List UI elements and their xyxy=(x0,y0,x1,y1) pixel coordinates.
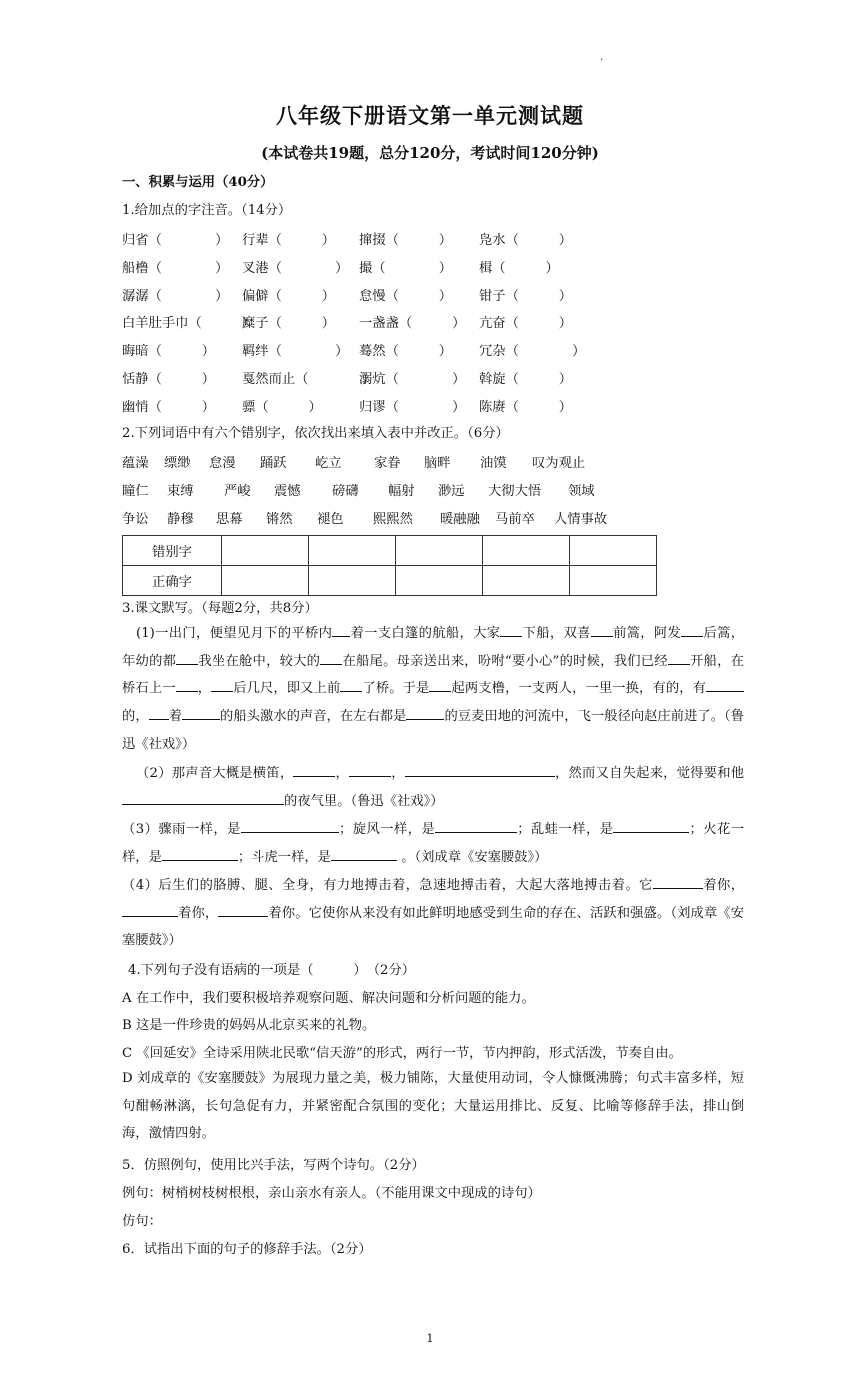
word-item: 踊跃 xyxy=(260,456,287,471)
blank[interactable] xyxy=(668,650,690,665)
q1-row xyxy=(122,285,742,305)
pinyin-item[interactable]: 溺炕（ ） xyxy=(359,372,466,387)
table-row xyxy=(123,536,657,566)
q1-row xyxy=(122,229,742,249)
word-item: 屹立 xyxy=(315,456,342,471)
blank[interactable] xyxy=(122,902,178,917)
page-title: 八年级下册语文第一单元测试题 xyxy=(276,103,584,128)
blank[interactable] xyxy=(349,762,391,777)
blank[interactable] xyxy=(500,622,522,637)
q2-row xyxy=(122,480,742,500)
word-item: 人情事故 xyxy=(554,512,608,527)
pinyin-item[interactable]: 楫（ ） xyxy=(479,260,559,276)
pinyin-item[interactable]: 怠慢（ ） xyxy=(359,288,453,304)
word-item: 油馍 xyxy=(480,456,507,471)
pinyin-item[interactable]: 一盏盏（ ） xyxy=(359,316,466,332)
blank[interactable] xyxy=(613,818,689,833)
blank[interactable] xyxy=(122,790,284,805)
pinyin-item[interactable]: 叉港（ ） xyxy=(242,260,349,276)
word-item: 暖融融 xyxy=(440,512,480,527)
pinyin-item[interactable]: 晦暗（ ） xyxy=(122,344,216,360)
word-item: 叹为观止 xyxy=(532,456,586,471)
pinyin-item[interactable]: 恬静（ ） xyxy=(122,372,216,387)
pinyin-item[interactable]: 斡旋（ ） xyxy=(479,372,573,387)
blank[interactable] xyxy=(405,762,555,777)
page-subtitle: (本试卷共19题，总分120分，考试时间120分钟) xyxy=(261,144,599,162)
q2-stem: 2.下列词语中有六个错别字，依次找出来填入表中并改正。（6分） xyxy=(122,426,509,441)
blank[interactable] xyxy=(176,677,198,692)
word-item: 瞳仁 xyxy=(122,484,149,499)
answer-cell[interactable] xyxy=(309,566,396,596)
blank[interactable] xyxy=(435,818,517,833)
blank[interactable] xyxy=(162,846,238,861)
blank[interactable] xyxy=(332,622,350,637)
answer-cell[interactable] xyxy=(222,536,309,566)
q3-passage-1: (1)一出门，便望见月下的平桥内 着一支白篷的航船，大家 下船，双喜 前篙，阿发 后篙，年幼的都 我坐在舱中，较大的 在船尾。母亲送出来，吩咐“要小心”的时候，我们已经 开船，在桥石上一 ， 后几尺，即又上前 了桥。于是 起两支橹，一支两人，一里一换，有的，有的， 着 的船头激水的声音，在左右都是 的豆麦田地的河流中，飞一般径向赵庄前进了。（鲁迅《社戏》） xyxy=(122,620,744,759)
q3-passage-2: （2）那声音大概是横笛， ， ， ，然而又自失起来，觉得要和他的夜气里。（鲁迅《社戏》） xyxy=(122,760,744,815)
answer-cell[interactable] xyxy=(396,566,483,596)
q4-option-a[interactable]: A 在工作中，我们要积极培养观察问题、解决问题和分析问题的能力。 xyxy=(122,991,535,1006)
pinyin-item[interactable]: 行辈（ ） xyxy=(242,233,336,248)
blank[interactable] xyxy=(340,677,362,692)
pinyin-item[interactable]: 偏僻（ ） xyxy=(242,288,336,304)
word-item: 缥缈 xyxy=(164,456,191,471)
word-item: 幅射 xyxy=(388,484,415,499)
q6-stem: 6．试指出下面的句子的修辞手法。（2分） xyxy=(122,1242,372,1257)
q1-row xyxy=(122,368,742,388)
word-item: 蕴澡 xyxy=(122,456,149,471)
blank[interactable] xyxy=(706,677,744,692)
q3-passage-3: （3）骤雨一样，是 ；旋风一样，是 ；乱蛙一样，是 ；火花一样，是 ；斗虎一样，是 。（刘成章《安塞腰鼓》） xyxy=(122,816,744,871)
pinyin-item[interactable]: 白羊肚手巾（ ） xyxy=(122,316,255,332)
answer-cell[interactable] xyxy=(483,566,570,596)
q2-row xyxy=(122,452,742,472)
correction-table xyxy=(122,535,657,596)
table-header-wrong: 错别字 xyxy=(123,536,222,566)
blank[interactable] xyxy=(149,705,169,720)
pinyin-item[interactable]: 船橹（ ） xyxy=(122,260,229,276)
q5-stem: 5．仿照例句，使用比兴手法，写两个诗句。（2分） xyxy=(122,1158,425,1173)
pinyin-item[interactable]: 归省（ ） xyxy=(122,233,229,248)
word-item: 领域 xyxy=(568,484,595,499)
pinyin-item[interactable]: 凫水（ ） xyxy=(479,233,573,248)
word-item: 锵然 xyxy=(266,512,293,527)
answer-cell[interactable] xyxy=(222,566,309,596)
q2-row xyxy=(122,508,742,528)
word-item: 争讼 xyxy=(122,512,149,527)
q3-passage-4: （4）后生们的胳膊、腿、全身，有力地搏击着，急速地搏击着，大起大落地搏击着。它 着你，着你， 着你。它使你从来没有如此鲜明地感受到生命的存在、活跃和强盛。（刘成章《安塞腰鼓》） xyxy=(122,872,744,955)
q5-answer-label: 仿句： xyxy=(122,1214,162,1229)
blank[interactable] xyxy=(176,650,198,665)
pinyin-item[interactable]: 糜子（ ） xyxy=(242,316,336,332)
answer-cell[interactable] xyxy=(309,536,396,566)
word-item: 静穆 xyxy=(167,512,194,527)
pinyin-item[interactable]: 撺掇（ ） xyxy=(359,233,453,248)
q1-row xyxy=(122,312,742,332)
blank[interactable] xyxy=(293,762,335,777)
word-item: 思幕 xyxy=(216,512,243,527)
word-item: 熙熙然 xyxy=(373,512,413,527)
word-item: 怠漫 xyxy=(209,456,236,471)
pinyin-item[interactable]: 骠（ ） xyxy=(242,399,322,415)
word-item: 磅礴 xyxy=(332,484,359,499)
word-item: 大彻大悟 xyxy=(488,484,542,499)
word-item: 束缚 xyxy=(167,484,194,499)
pinyin-item[interactable]: 羁绊（ ） xyxy=(242,344,349,360)
word-item: 家眷 xyxy=(374,456,401,471)
word-item: 渺远 xyxy=(438,484,465,499)
answer-cell[interactable] xyxy=(483,536,570,566)
blank[interactable] xyxy=(591,622,613,637)
word-item: 震憾 xyxy=(274,484,301,499)
word-item: 褪色 xyxy=(317,512,344,527)
q4-option-b[interactable]: B 这是一件珍贵的妈妈从北京买来的礼物。 xyxy=(122,1018,376,1033)
pinyin-item[interactable]: 陈赓（ ） xyxy=(479,399,573,415)
table-header-right: 正确字 xyxy=(123,566,222,596)
blank[interactable] xyxy=(211,677,233,692)
pinyin-item[interactable]: 幽悄（ ） xyxy=(122,399,216,415)
blank[interactable] xyxy=(331,846,397,861)
blank[interactable] xyxy=(406,705,444,720)
q5-example: 例句：树梢树枝树根根，亲山亲水有亲人。（不能用课文中现成的诗句） xyxy=(122,1186,541,1201)
q4-option-c[interactable]: C 《回延安》全诗采用陕北民歌“信天游”的形式，两行一节，节内押韵，形式活泼，节奏自由。 xyxy=(122,1046,682,1061)
blank[interactable] xyxy=(681,622,703,637)
q1-stem: 1.给加点的字注音。（14分） xyxy=(122,203,292,218)
word-item: 严峻 xyxy=(224,484,251,499)
blank[interactable] xyxy=(320,650,342,665)
header-dot: . xyxy=(600,52,604,63)
blank[interactable] xyxy=(429,677,451,692)
table-row xyxy=(123,566,657,596)
q1-row xyxy=(122,257,742,277)
q4-option-d[interactable]: D 刘成章的《安塞腰鼓》为展现力量之美，极力铺陈，大量使用动词，令人慷慨沸腾；句式丰富多样，短句酣畅淋漓，长句急促有力，并紧密配合氛围的变化；大量运用排比、反复、比喻等修辞手法，排山倒海，激情四射。 xyxy=(122,1071,744,1142)
q1-row xyxy=(122,396,742,416)
pinyin-item[interactable]: 潺潺（ ） xyxy=(122,288,229,304)
word-item: 马前卒 xyxy=(495,512,535,527)
answer-cell[interactable] xyxy=(570,566,657,596)
blank[interactable] xyxy=(241,818,339,833)
pinyin-item[interactable]: 撮（ ） xyxy=(359,260,453,276)
answer-cell[interactable] xyxy=(570,536,657,566)
pinyin-item[interactable]: 归谬（ ） xyxy=(359,399,466,415)
section-heading: 一、积累与运用（40分） xyxy=(122,175,274,190)
q4-stem: 4.下列句子没有语病的一项是（ ） （2分） xyxy=(128,963,416,978)
blank[interactable] xyxy=(182,705,220,720)
q3-stem: 3.课文默写。（每题2分，共8分） xyxy=(122,601,318,616)
pinyin-item[interactable]: 冗杂（ ） xyxy=(479,344,586,360)
pinyin-item[interactable]: 亢奋（ ） xyxy=(479,316,573,332)
pinyin-item[interactable]: 蓦然（ ） xyxy=(359,344,453,360)
page-number: 1 xyxy=(426,1332,434,1345)
blank[interactable] xyxy=(653,874,703,889)
pinyin-item[interactable]: 钳子（ ） xyxy=(479,288,573,304)
word-item: 脑畔 xyxy=(424,456,451,471)
answer-cell[interactable] xyxy=(396,536,483,566)
pinyin-item[interactable]: 戛然而止（ ） xyxy=(242,372,375,387)
q1-row xyxy=(122,340,742,360)
blank[interactable] xyxy=(218,902,268,917)
